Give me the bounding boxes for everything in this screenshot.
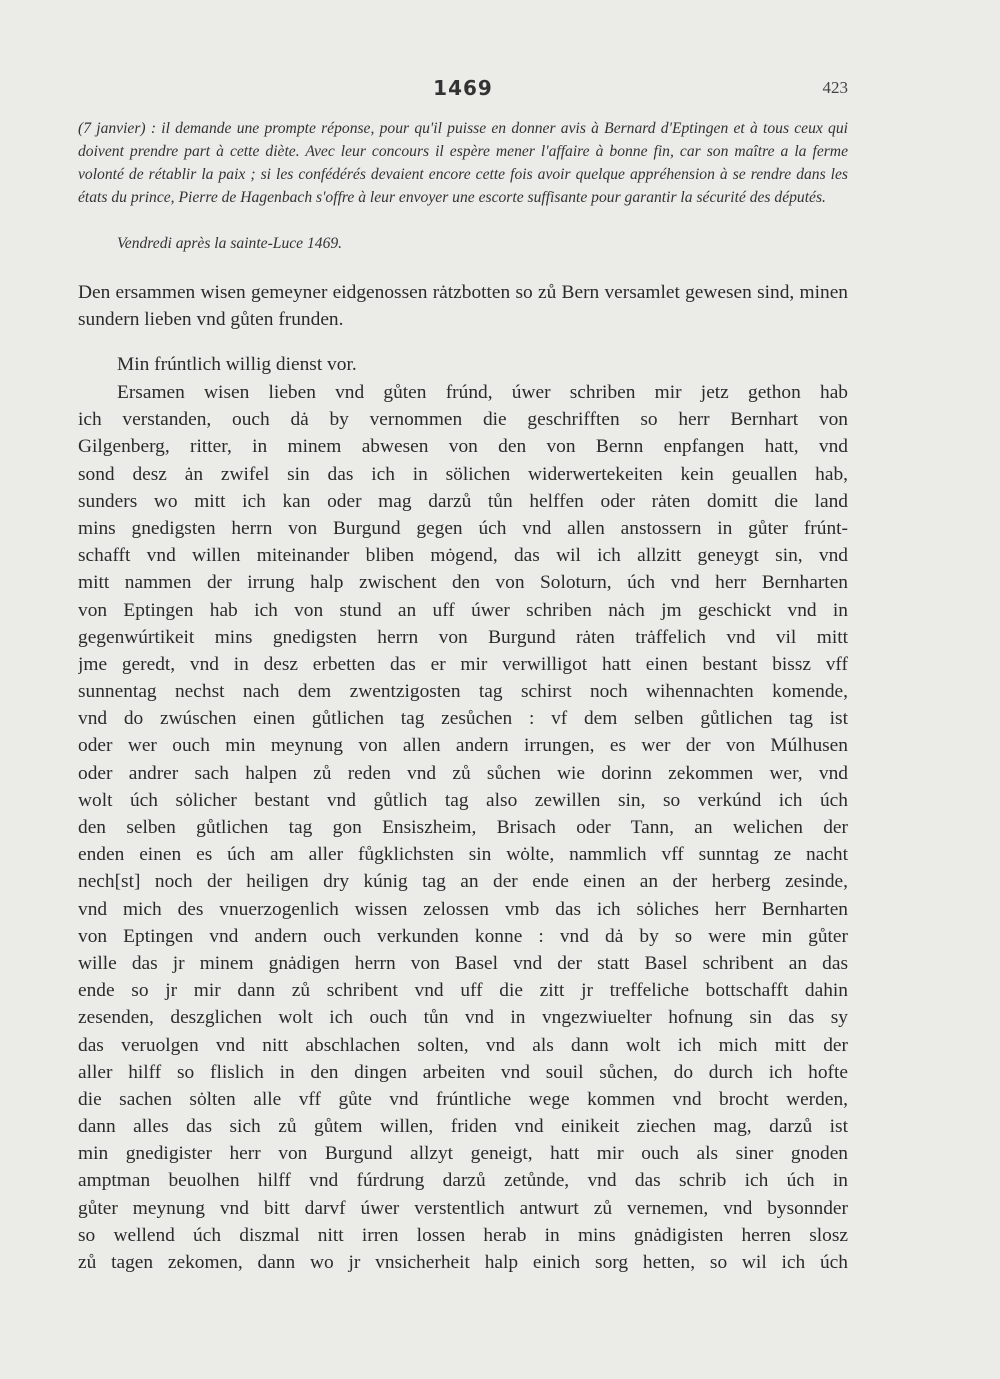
body-line: zů tagen zekomen, dann wo jr vnsicherheit halp einich sorg hetten, so wil ich úch [78,1252,848,1273]
body-line: sond desz ȧn zwifel sin das ich in sölichen widerwertekeiten kein geuallen hab, [78,463,848,485]
body-line: enden einen es úch am aller fůgklichsten sin wȯlte, nammlich vff sunntag ze nacht [78,844,848,866]
body-line: zesenden, deszglichen wolt ich ouch tůn vnd in vngezwiuelter hofnung sin das sy [78,1007,848,1029]
body-line: die sachen sȯlten alle vff gůte vnd frúntliche wege kommen vnd brocht werden, [78,1088,848,1110]
body-line: von Eptingen hab ich von stund an uff úwer schriben nȧch jm geschickt vnd in [78,599,848,621]
body-line: sunders wo mitt ich kan oder mag darzů tůn helffen oder rȧten domitt die land [78,490,848,512]
body-line: ich verstanden, ouch dȧ by vernommen die geschrifften so herr Bernhart von [78,409,848,431]
body-line: nech[st] noch der heiligen dry kúnig tag an der ende einen an der herberg zesinde, [78,871,848,893]
page-number: 423 [822,78,848,97]
summary-date: Vendredi après la sainte-Luce 1469. [117,235,343,252]
body-line: gůter meynung vnd bitt darvf úwer verstentlich antwurt zů vernemen, vnd bysonnder [78,1197,848,1219]
body-line: ende so jr mir dann zů schribent vnd uff die zitt jr treffeliche bottschafft dahin [78,980,848,1002]
page-header [78,76,848,104]
body-line: vnd do zwúschen einen gůtlichen tag zesůchen : vf dem selben gůtlichen tag ist [78,708,848,730]
letter-salutation: Min frúntlich willig dienst vor. [117,354,357,375]
body-line: vnd mich des vnuerzogenlich wissen zelossen vmb das ich sȯliches herr Bernharten [78,898,848,920]
body-line: mitt nammen der irrung halp zwischent den von Soloturn, úch vnd herr Bernharten [78,572,848,594]
body-line: dann alles das sich zů gůtem willen, friden vnd einikeit ziechen mag, darzů ist [78,1116,848,1138]
body-line: jme geredt, vnd in desz erbetten das er mir verwilligot hatt einen bestant bissz vff [78,653,848,675]
body-line: von Eptingen vnd andern ouch verkunden konne : vnd dȧ by so were min gůter [78,925,848,947]
body-line: schafft vnd willen miteinander bliben mȯgend, das wil ich allzitt geneygt sin, vnd [78,545,848,567]
letter-body [78,379,848,1276]
body-line: amptman beuolhen hilff vnd fúrdrung darzů zetůnde, vnd das schrib ich úch in [78,1170,848,1192]
body-line: den selben gůtlichen tag gon Ensiszheim, Brisach oder Tann, an welichen der [78,817,848,838]
body-line: min gnedigister herr von Burgund allzyt geneigt, hatt mir ouch als siner gnoden [78,1143,848,1165]
body-line: wille das jr minem gnȧdigen herrn von Basel vnd der statt Basel schribent an das [78,952,848,974]
body-line: mins gnedigsten herrn von Burgund gegen úch vnd allen anstossern in gůter frúnt- [78,517,848,539]
body-line: so wellend úch diszmal nitt irren lossen herab in mins gnȧdigisten herren slosz [78,1224,848,1246]
letter-address: Den ersammen wisen gemeyner eidgenossen rȧtzbotten so zů Bern versamlet gewesen sind, minen sundern lieben vnd gůten frunden. [78,282,848,330]
page-year: 1469 [433,76,493,100]
editorial-summary: (7 janvier) : il demande une prompte réponse, pour qu'il puisse en donner avis à Bernard d'Eptingen et à tous ceux qui doivent prendre part à cette diète. Avec leur concours il espère mener l'affaire à bonne fin, car son maître a la ferme volonté de rétablir la paix ; si les confédérés devaient encore cette fois avoir quelque appréhension à se rendre dans les états du prince, Pierre de Hagenbach s'offre à leur envoyer une escorte suffisante pour garantir la sécurité des députés. [78,120,848,206]
body-line: sunnentag nechst nach dem zwentzigosten tag schirst noch wihennachten komende, [78,681,848,703]
body-line: oder andrer sach halpen zů reden vnd zů sůchen wie dorinn zekommen wer, vnd [78,762,848,784]
body-line: aller hilff so flislich in den dingen arbeiten vnd souil sůchen, do durch ich hofte [78,1061,848,1083]
body-line: das veruolgen vnd nitt abschlachen solten, vnd als dann wolt ich mich mitt der [78,1034,848,1056]
body-line: oder wer ouch min meynung von allen andern irrungen, es wer der von Múlhusen [78,735,848,757]
body-line: Gilgenberg, ritter, in minem abwesen von den von Bernn enpfangen hatt, vnd [78,436,848,458]
body-line: wolt úch sȯlicher bestant vnd gůtlich tag also zewillen sin, so verkúnd ich úch [78,789,848,811]
body-line: Ersamen wisen lieben vnd gůten frúnd, úwer schriben mir jetz gethon hab [117,382,848,403]
body-line: gegenwúrtikeit mins gnedigsten herrn von Burgund rȧten trȧffelich vnd vil mitt [78,626,848,648]
